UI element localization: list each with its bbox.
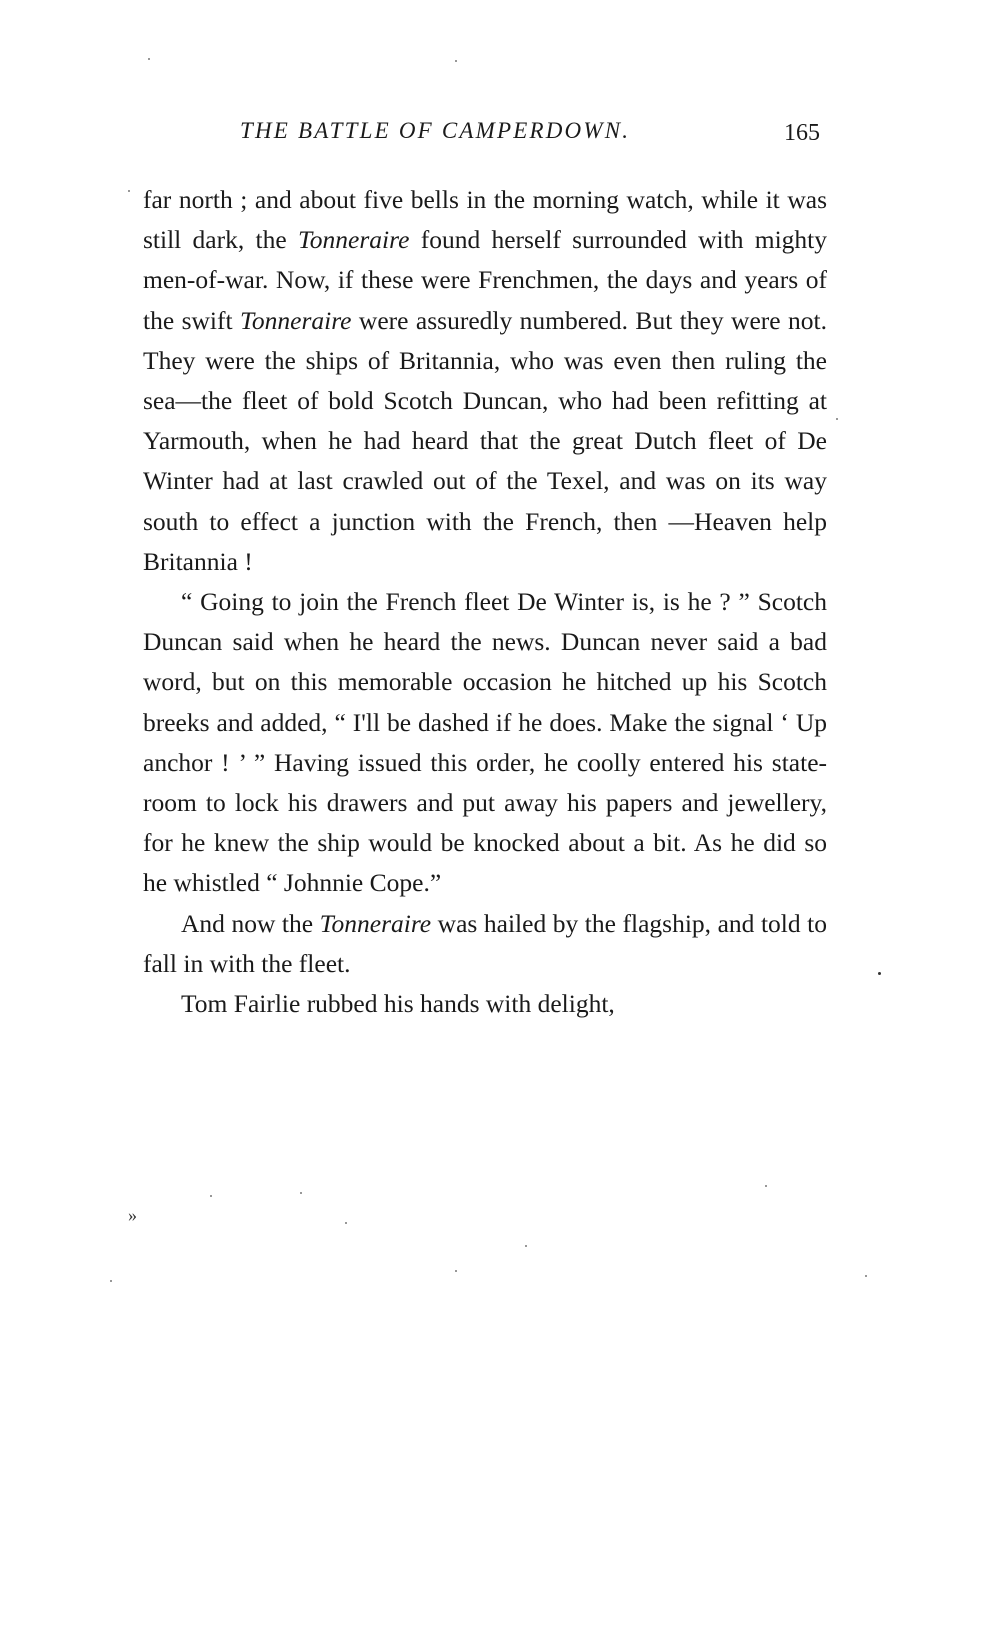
paragraph-2: “ Going to join the French fleet De Winter is, is he ? ” Scotch Duncan said when he heard the news. Duncan never said a bad word, but on this memorable occasion he hitched up his Scotch breeks and added, “ I'll be dashed if he does. Make the signal ‘ Up anchor ! ’ ” Having issued this order, he coolly entered his state-room to lock his drawers and put away his papers and jewellery, for he knew the ship would be knocked about a bit. As he did so he whistled “ Johnnie Cope.” bbox=[143, 587, 827, 898]
paragraph-1-part-e: were assuredly numbered. But they were not. They were the ships of Britannia, who was even then ruling the sea—the fleet of bold Scotch Duncan, who had been refitting at Yarmouth, when he had heard that the great Dutch fleet of De Winter had at last crawled out of the Texel, and was on its way south to effect a junction with the French, then —Heaven help Britannia ! bbox=[143, 305, 827, 576]
body-text bbox=[143, 180, 827, 1024]
paper-speck bbox=[878, 972, 881, 975]
paragraph-3 bbox=[143, 904, 827, 984]
paper-speck bbox=[865, 1275, 867, 1277]
running-title: THE BATTLE OF CAMPERDOWN. bbox=[240, 118, 631, 143]
paper-speck bbox=[210, 1195, 212, 1197]
paper-speck bbox=[455, 60, 457, 62]
paragraph-1-part-c: found herself surrounded with mighty men-of-war. Now, if these were Frenchmen, the days and years of the swift bbox=[143, 225, 828, 335]
catchword-mark: » bbox=[128, 1205, 137, 1225]
paper-speck bbox=[110, 1280, 112, 1282]
paragraph-3-part-a: And now the bbox=[181, 908, 320, 938]
paper-speck bbox=[836, 418, 838, 420]
paragraph-1-part-a: far north ; and about five bells in the morning watch, while it was still dark, the bbox=[143, 185, 827, 255]
paragraph-4: Tom Fairlie rubbed his hands with delight, bbox=[181, 989, 615, 1019]
paragraph-1 bbox=[143, 180, 827, 582]
page-number: 165 bbox=[784, 120, 820, 146]
ship-name: Tonneraire bbox=[297, 225, 410, 255]
paper-speck bbox=[148, 58, 150, 60]
paper-speck bbox=[300, 1192, 302, 1194]
paper-speck bbox=[765, 1185, 767, 1187]
paper-speck bbox=[128, 190, 130, 192]
page-header bbox=[240, 118, 820, 154]
paper-speck bbox=[455, 1270, 457, 1272]
ship-name: Tonneraire bbox=[240, 305, 352, 335]
ship-name: Tonneraire bbox=[319, 908, 432, 938]
paper-speck bbox=[525, 1245, 527, 1247]
paragraph-3-part-c: was hailed by the flagship, and told to fall in with the fleet. bbox=[143, 908, 828, 978]
paper-speck bbox=[345, 1222, 347, 1224]
